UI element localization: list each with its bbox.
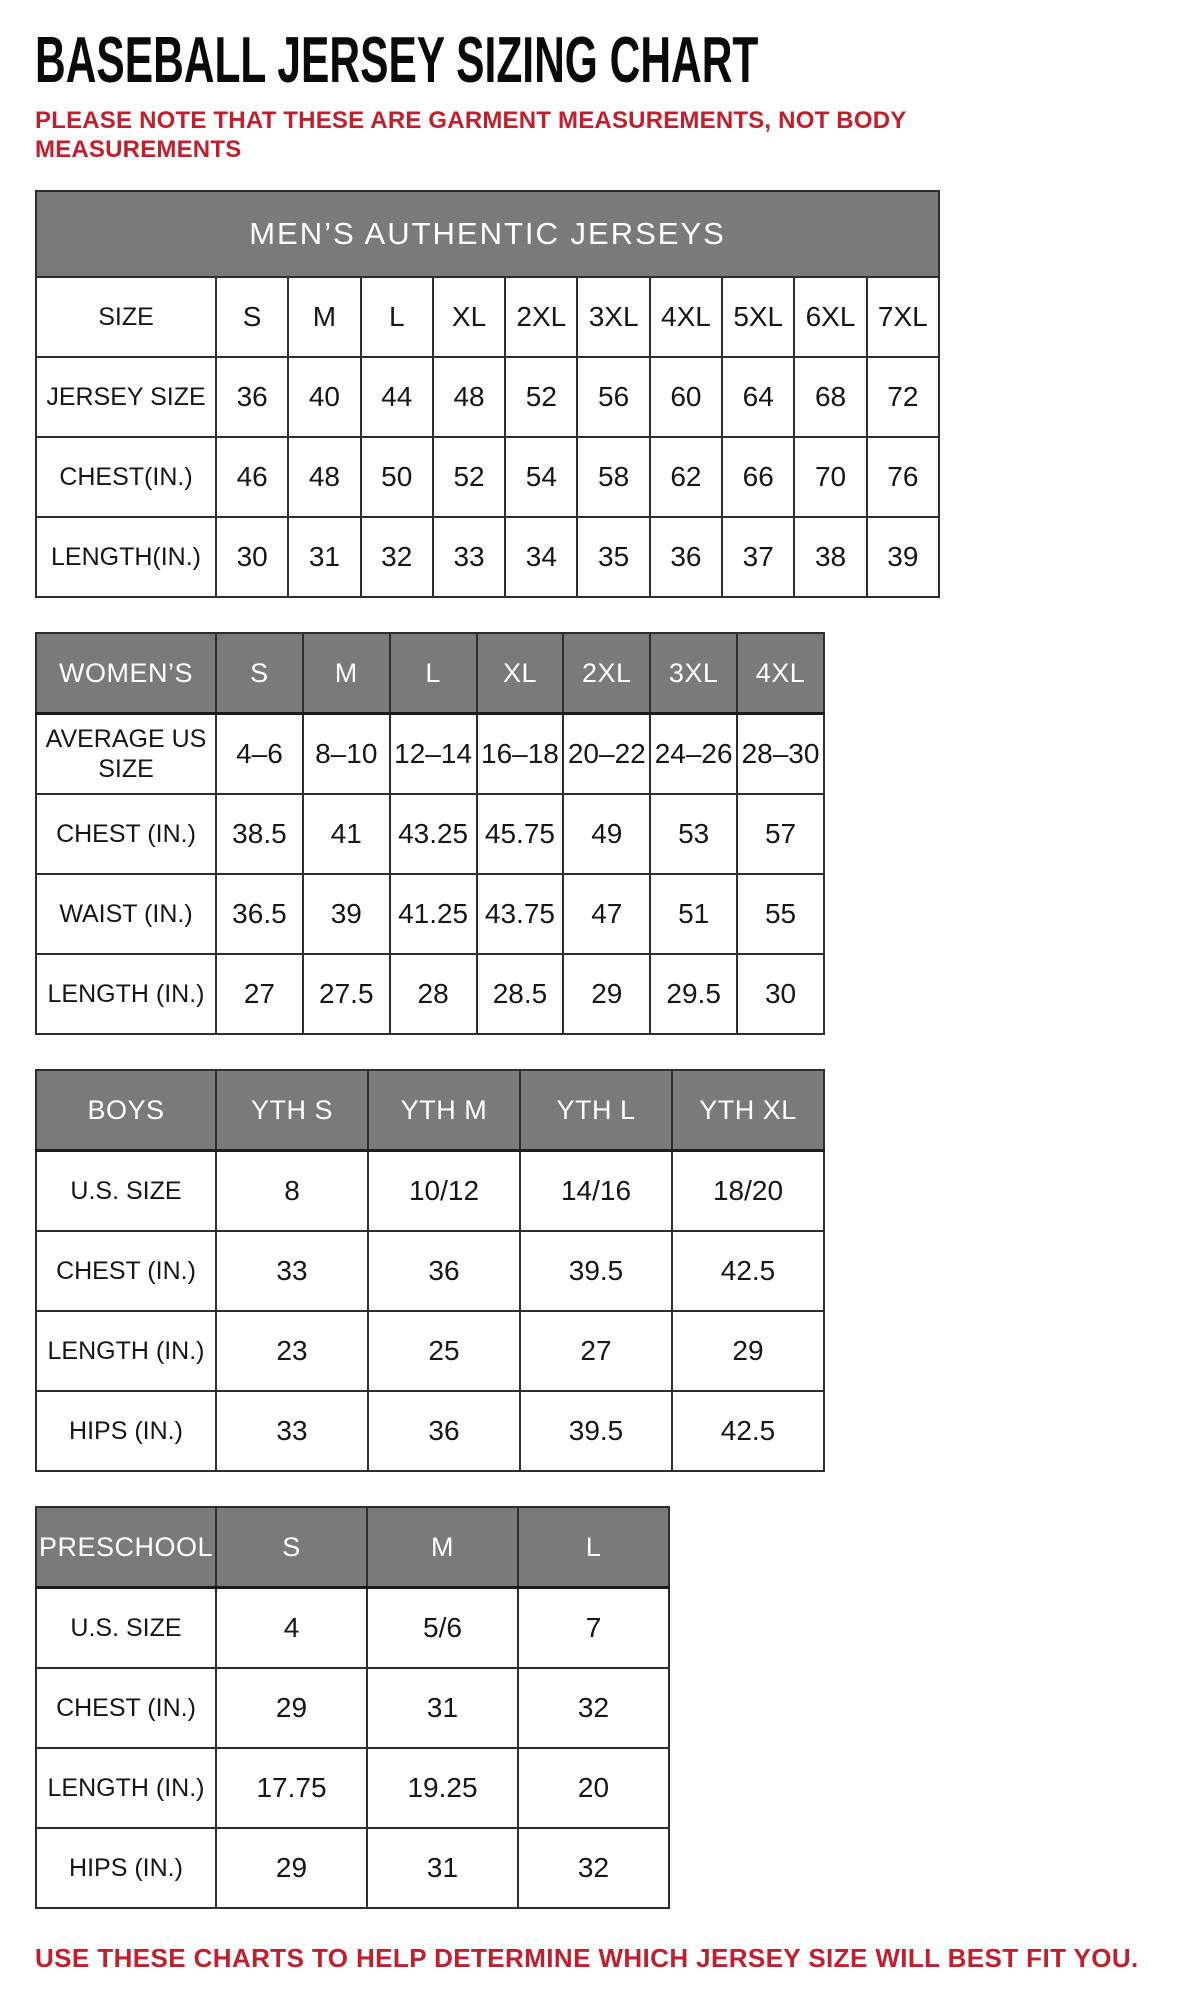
cell-value: 36.5 [216,874,303,954]
cell-value: 41.25 [390,874,477,954]
table-row [36,954,824,1034]
row-label: HIPS (IN.) [36,1828,216,1908]
cell-value: 36 [216,357,288,437]
womens-grid [35,632,825,1035]
column-header: M [367,1507,518,1588]
womens-sizing-table [35,632,1165,1035]
table-row [36,1748,669,1828]
row-label: JERSEY SIZE [36,357,216,437]
cell-value: 17.75 [216,1748,367,1828]
cell-value: 36 [650,517,722,597]
table-row [36,437,939,517]
cell-value: 6XL [794,277,866,357]
cell-value: 72 [867,357,939,437]
row-label: CHEST (IN.) [36,1668,216,1748]
cell-value: 45.75 [477,794,564,874]
cell-value: 40 [288,357,360,437]
boys-sizing-table [35,1069,1165,1472]
row-label: SIZE [36,277,216,357]
row-label: WAIST (IN.) [36,874,216,954]
column-header: 3XL [650,633,737,714]
cell-value: 4 [216,1588,367,1669]
cell-value: 7 [518,1588,669,1669]
column-header: L [518,1507,669,1588]
cell-value: 32 [518,1668,669,1748]
table-row [36,517,939,597]
cell-value: 28.5 [477,954,564,1034]
cell-value: 49 [563,794,650,874]
cell-value: M [288,277,360,357]
cell-value: 42.5 [672,1391,824,1471]
cell-value: 64 [722,357,794,437]
row-label: AVERAGE US SIZE [36,714,216,795]
cell-value: 31 [288,517,360,597]
table-row [36,1391,824,1471]
cell-value: 25 [368,1311,520,1391]
group-label: WOMEN’S [36,633,216,714]
cell-value: 46 [216,437,288,517]
mens-grid [35,190,940,598]
column-header: S [216,633,303,714]
table-row [36,1588,669,1669]
cell-value: 51 [650,874,737,954]
page-title: BASEBALL JERSEY SIZING CHART [35,23,759,97]
row-label: U.S. SIZE [36,1151,216,1232]
cell-value: 20 [518,1748,669,1828]
table-row [36,1828,669,1908]
row-label: LENGTH (IN.) [36,954,216,1034]
cell-value: 54 [505,437,577,517]
cell-value: 5XL [722,277,794,357]
cell-value: 32 [518,1828,669,1908]
cell-value: 27.5 [303,954,390,1034]
table-row [36,277,939,357]
cell-value: 38.5 [216,794,303,874]
table-banner: MEN’S AUTHENTIC JERSEYS [36,191,939,277]
column-header: 2XL [563,633,650,714]
cell-value: 29 [216,1828,367,1908]
cell-value: 31 [367,1668,518,1748]
row-label: LENGTH (IN.) [36,1748,216,1828]
column-header: M [303,633,390,714]
cell-value: 3XL [577,277,649,357]
row-label: CHEST(IN.) [36,437,216,517]
cell-value: 44 [361,357,433,437]
cell-value: 58 [577,437,649,517]
cell-value: 30 [216,517,288,597]
cell-value: 52 [505,357,577,437]
table-row [36,1311,824,1391]
cell-value: 8 [216,1151,368,1232]
column-header: YTH XL [672,1070,824,1151]
cell-value: 43.75 [477,874,564,954]
cell-value: 12–14 [390,714,477,795]
mens-authentic-jerseys-table [35,190,1165,598]
column-header-row [36,633,824,714]
table-row [36,1668,669,1748]
cell-value: 5/6 [367,1588,518,1669]
cell-value: 8–10 [303,714,390,795]
cell-value: 39 [303,874,390,954]
cell-value: 33 [216,1391,368,1471]
cell-value: 33 [216,1231,368,1311]
cell-value: 16–18 [477,714,564,795]
preschool-grid [35,1506,670,1909]
row-label: CHEST (IN.) [36,1231,216,1311]
cell-value: 60 [650,357,722,437]
cell-value: XL [433,277,505,357]
cell-value: 52 [433,437,505,517]
cell-value: 42.5 [672,1231,824,1311]
cell-value: 29 [563,954,650,1034]
row-label: LENGTH(IN.) [36,517,216,597]
cell-value: 76 [867,437,939,517]
table-row [36,714,824,795]
garment-measurement-note: PLEASE NOTE THAT THESE ARE GARMENT MEASUREMENTS, NOT BODY MEASUREMENTS [35,107,907,163]
row-label: HIPS (IN.) [36,1391,216,1471]
cell-value: 7XL [867,277,939,357]
cell-value: 41 [303,794,390,874]
table-row [36,874,824,954]
cell-value: 53 [650,794,737,874]
cell-value: 50 [361,437,433,517]
row-label: U.S. SIZE [36,1588,216,1669]
cell-value: 39.5 [520,1391,672,1471]
cell-value: 4–6 [216,714,303,795]
cell-value: 34 [505,517,577,597]
cell-value: 29 [216,1668,367,1748]
table-row [36,1231,824,1311]
column-header-row [36,1507,669,1588]
column-header: YTH L [520,1070,672,1151]
cell-value: 39 [867,517,939,597]
cell-value: 70 [794,437,866,517]
cell-value: 23 [216,1311,368,1391]
footer-note: USE THESE CHARTS TO HELP DETERMINE WHICH JERSEY SIZE WILL BEST FIT YOU. [35,1943,1139,1973]
cell-value: 19.25 [367,1748,518,1828]
cell-value: 27 [520,1311,672,1391]
cell-value: 20–22 [563,714,650,795]
cell-value: 31 [367,1828,518,1908]
cell-value: 28–30 [737,714,824,795]
cell-value: 55 [737,874,824,954]
column-header: YTH S [216,1070,368,1151]
cell-value: 68 [794,357,866,437]
row-label: LENGTH (IN.) [36,1311,216,1391]
cell-value: 29.5 [650,954,737,1034]
cell-value: 32 [361,517,433,597]
column-header: 4XL [737,633,824,714]
table-row [36,794,824,874]
cell-value: 47 [563,874,650,954]
table-row [36,357,939,437]
cell-value: 10/12 [368,1151,520,1232]
group-label: BOYS [36,1070,216,1151]
cell-value: 35 [577,517,649,597]
cell-value: 38 [794,517,866,597]
cell-value: 2XL [505,277,577,357]
column-header: L [390,633,477,714]
group-label: PRESCHOOL [36,1507,216,1588]
column-header: XL [477,633,564,714]
preschool-sizing-table [35,1506,1165,1909]
cell-value: 27 [216,954,303,1034]
cell-value: 36 [368,1231,520,1311]
cell-value: 30 [737,954,824,1034]
column-header: S [216,1507,367,1588]
column-header-row [36,1070,824,1151]
cell-value: S [216,277,288,357]
cell-value: 39.5 [520,1231,672,1311]
cell-value: 57 [737,794,824,874]
cell-value: 4XL [650,277,722,357]
cell-value: L [361,277,433,357]
column-header: YTH M [368,1070,520,1151]
cell-value: 37 [722,517,794,597]
cell-value: 48 [433,357,505,437]
cell-value: 56 [577,357,649,437]
cell-value: 62 [650,437,722,517]
cell-value: 29 [672,1311,824,1391]
cell-value: 28 [390,954,477,1034]
table-row [36,1151,824,1232]
cell-value: 66 [722,437,794,517]
table-banner-row [36,191,939,277]
boys-grid [35,1069,825,1472]
row-label: CHEST (IN.) [36,794,216,874]
cell-value: 43.25 [390,794,477,874]
cell-value: 18/20 [672,1151,824,1232]
cell-value: 14/16 [520,1151,672,1232]
cell-value: 48 [288,437,360,517]
cell-value: 33 [433,517,505,597]
cell-value: 24–26 [650,714,737,795]
cell-value: 36 [368,1391,520,1471]
